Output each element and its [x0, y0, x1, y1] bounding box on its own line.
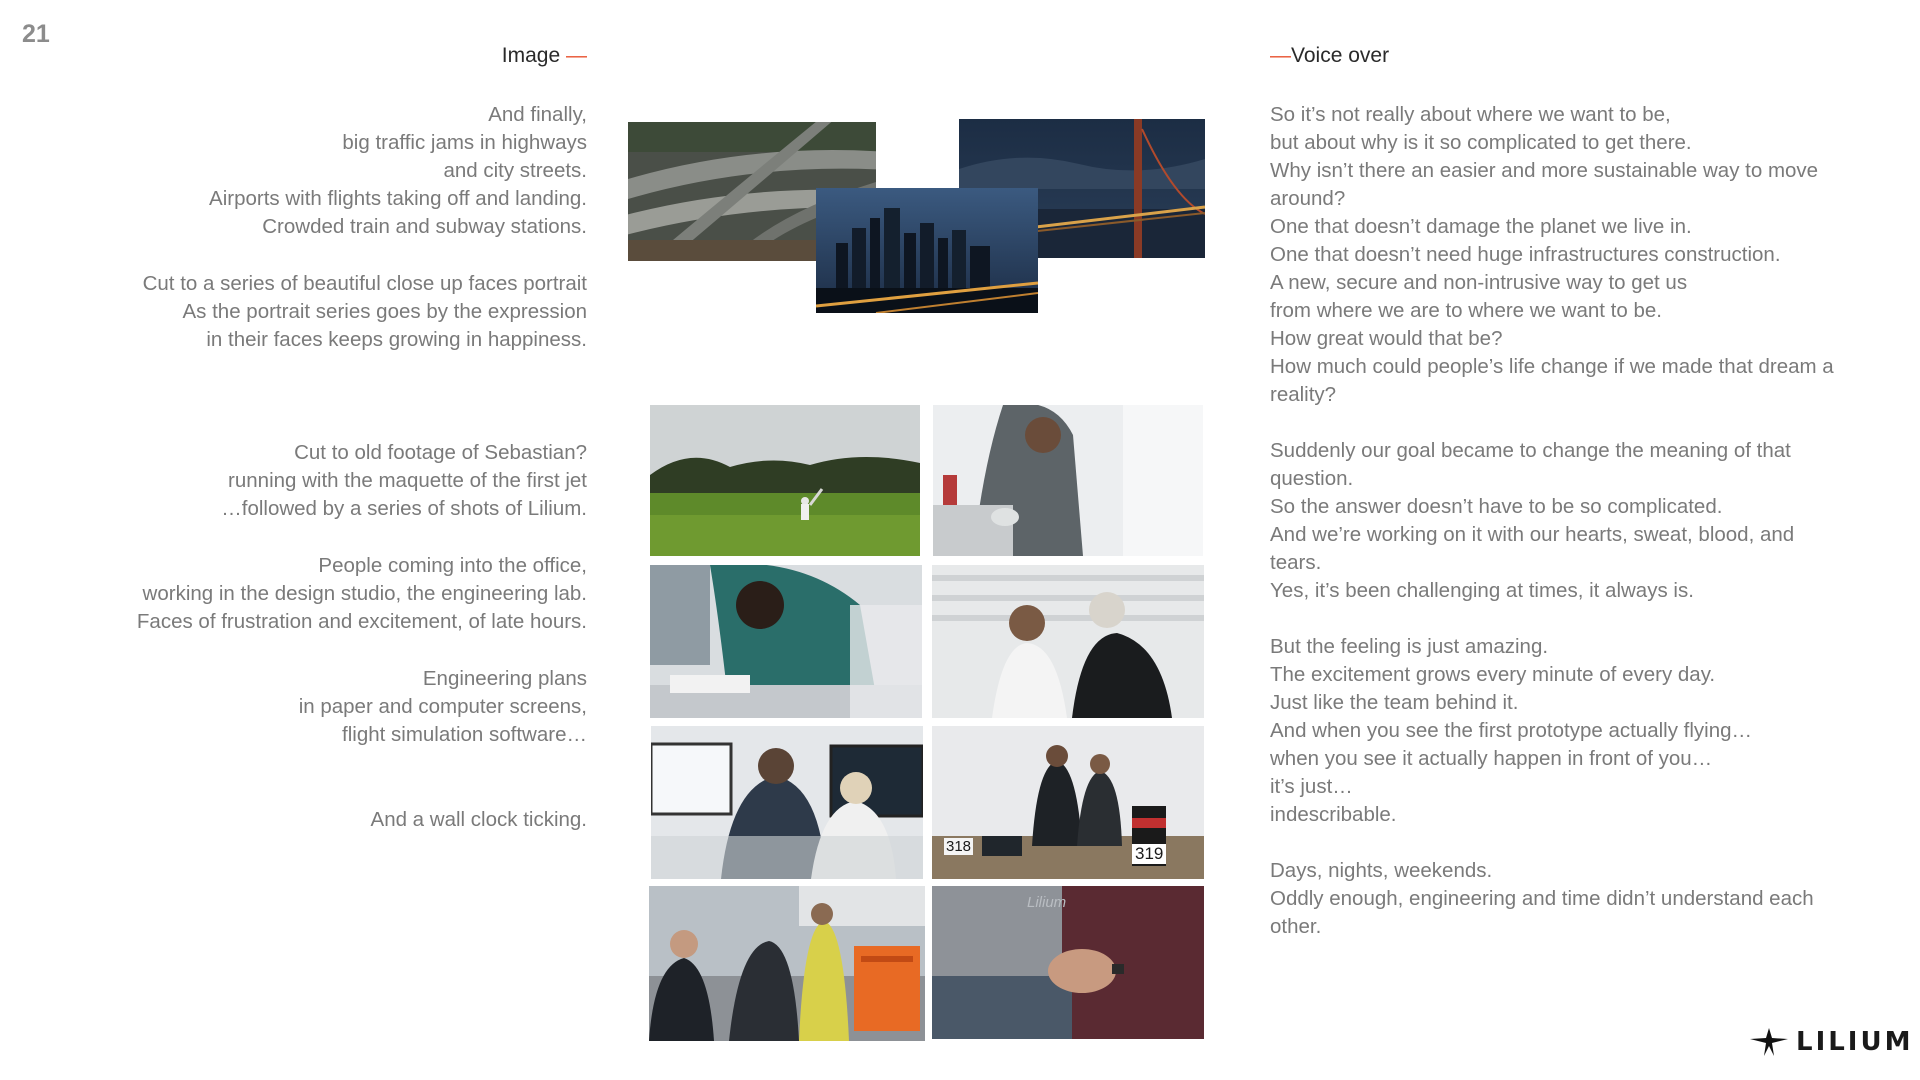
text-line: Just like the team behind it.	[1270, 691, 1519, 714]
engineers-discussing-photo	[932, 565, 1204, 718]
text-line: Faces of frustration and excitement, of late hours.	[136, 610, 587, 633]
image-block-2	[27, 270, 587, 354]
text-line: A new, secure and non-intrusive way to get us	[1270, 271, 1688, 294]
image-block-5	[27, 665, 587, 749]
text-line: tears.	[1270, 551, 1322, 574]
field-runner-photo	[650, 405, 920, 556]
accent-dash: —	[1270, 44, 1291, 67]
text-line: But the feeling is just amazing.	[1270, 635, 1549, 658]
voice-block-4	[1270, 857, 1870, 941]
text-line: question.	[1270, 467, 1354, 490]
text-line: Crowded train and subway stations.	[262, 215, 587, 238]
voice-block-1	[1270, 101, 1870, 409]
text-line: Yes, it’s been challenging at times, it always is.	[1270, 579, 1694, 602]
text-line: One that doesn’t need huge infrastructures construction.	[1270, 243, 1781, 266]
text-line: but about why is it so complicated to get there.	[1270, 131, 1692, 154]
text-line: reality?	[1270, 383, 1337, 406]
text-line: indescribable.	[1270, 803, 1397, 826]
lilium-wordmark: LILIUM	[1796, 1027, 1914, 1057]
text-line: Days, nights, weekends.	[1270, 859, 1493, 882]
airfield-crew-photo	[649, 886, 925, 1041]
image-block-3	[27, 439, 587, 523]
voice-block-2	[1270, 437, 1870, 605]
image-column-heading	[502, 44, 587, 68]
city-skyline-photo	[816, 188, 1038, 313]
text-line: from where we are to where we want to be.	[1270, 299, 1662, 322]
text-line: Cut to a series of beautiful close up faces portrait	[142, 272, 587, 295]
text-line: …followed by a series of shots of Lilium.	[221, 497, 587, 520]
text-line: One that doesn’t damage the planet we live in.	[1270, 215, 1692, 238]
text-line: it’s just…	[1270, 775, 1353, 798]
text-line: working in the design studio, the engineering lab.	[142, 582, 587, 605]
clasped-hands-photo	[932, 886, 1204, 1039]
text-line: So it’s not really about where we want to be,	[1270, 103, 1671, 126]
text-line: flight simulation software…	[342, 723, 587, 746]
text-line: Why isn’t there an easier and more sustainable way to move	[1270, 159, 1819, 182]
image-heading-label: Image	[501, 44, 561, 67]
text-line: and city streets.	[443, 159, 587, 182]
text-line: running with the maquette of the first jet	[228, 469, 587, 492]
text-line: And when you see the first prototype actually flying…	[1270, 719, 1753, 742]
voice-column-heading	[1270, 44, 1389, 68]
text-line: in their faces keeps growing in happiness.	[206, 328, 587, 351]
text-line: in paper and computer screens,	[298, 695, 587, 718]
image-block-4	[27, 552, 587, 636]
text-line: People coming into the office,	[318, 554, 587, 577]
text-line: big traffic jams in highways	[342, 131, 587, 154]
lilium-logo	[1750, 1025, 1913, 1059]
text-line: around?	[1270, 187, 1346, 210]
image-block-6	[27, 806, 587, 834]
accent-dash: —	[566, 44, 587, 67]
text-line: And finally,	[488, 103, 587, 126]
text-line: The excitement grows every minute of every day.	[1270, 663, 1716, 686]
technician-photo	[933, 405, 1203, 556]
text-line: Airports with flights taking off and landing.	[209, 187, 587, 210]
bench-number-label: 318	[946, 838, 972, 855]
text-line: And we’re working on it with our hearts, sweat, blood, and	[1270, 523, 1795, 546]
text-line: Suddenly our goal became to change the meaning of that	[1270, 439, 1791, 462]
engineer-writing-photo	[650, 565, 922, 718]
computer-screens-photo	[651, 726, 923, 879]
lilium-bird-icon	[1750, 1028, 1788, 1056]
text-line: How great would that be?	[1270, 327, 1503, 350]
text-line: And a wall clock ticking.	[370, 808, 587, 831]
text-line: when you see it actually happen in front of you…	[1270, 747, 1713, 770]
voice-block-3	[1270, 633, 1870, 829]
text-line: Oddly enough, engineering and time didn’t understand each	[1270, 887, 1814, 910]
image-block-1	[27, 101, 587, 241]
text-line: As the portrait series goes by the expression	[182, 300, 587, 323]
page-number: 21	[22, 20, 50, 48]
text-line: Cut to old footage of Sebastian?	[294, 441, 587, 464]
bench-number-label: 319	[1132, 844, 1166, 864]
hoodie-print: Lilium	[1027, 894, 1067, 911]
voice-heading-label: Voice over	[1291, 44, 1390, 67]
lab-workbench-photo	[932, 726, 1204, 879]
text-line: So the answer doesn’t have to be so complicated.	[1270, 495, 1723, 518]
text-line: other.	[1270, 915, 1322, 938]
text-line: How much could people’s life change if we made that dream a	[1270, 355, 1834, 378]
text-line: Engineering plans	[422, 667, 587, 690]
